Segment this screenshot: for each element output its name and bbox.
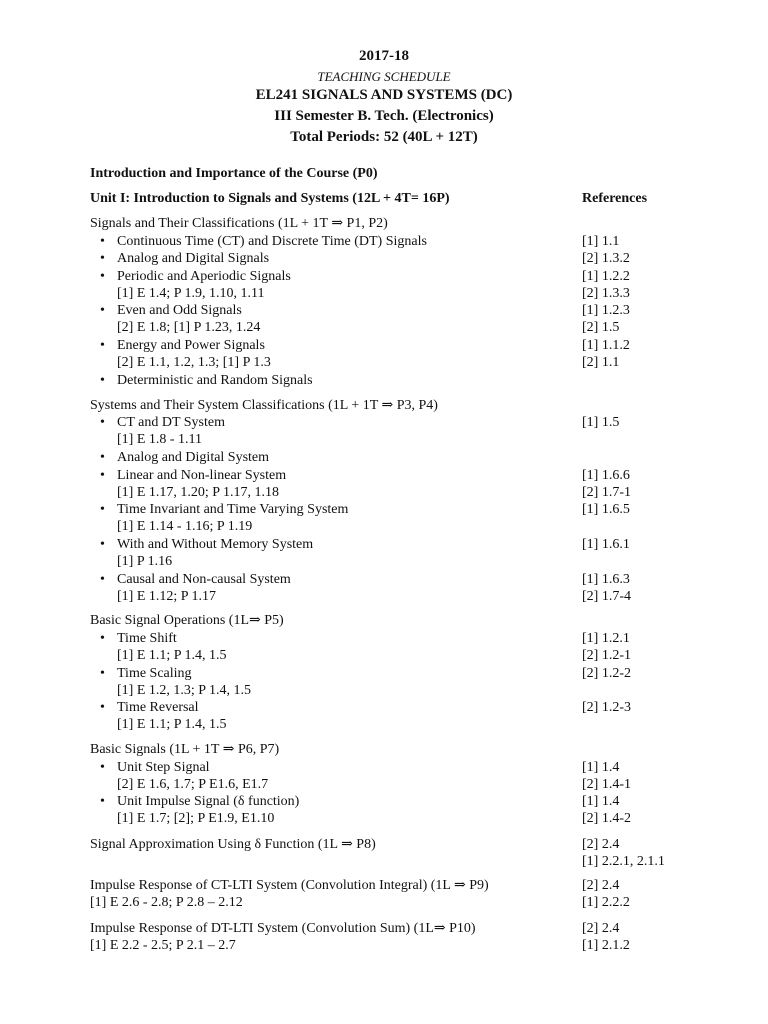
section-title: Basic Signal Operations (1L⇒ P5) [90, 613, 284, 628]
reference: [2] 1.7-1 [582, 485, 631, 500]
intro-heading: Introduction and Importance of the Course (P0) [90, 166, 378, 181]
reference: [2] 2.4 [582, 837, 620, 852]
document-page: 2017-18 TEACHING SCHEDULE EL241 SIGNALS AND SYSTEMS (DC) III Semester B. Tech. (Electronics) Total Periods: 52 (40L + 12T) Introduction and Importance of the Course (P0) Unit I: Introduction to Signals and Systems (12L + 4T= 16P) References Signals and Their Classifications (1L + 1T ⇒ P1, P2) • Continuous Time (CT) and Discrete Time (DT) Signals [1] 1.1 • Analog and Digital Signals [2] 1.3.2 • Periodic and Aperiodic Signals [1] 1.2.2 [1] E 1.4; P 1.9, 1.10, 1.11 [2] 1.3.3 • Even and Odd Signals [1] 1.2.3 [2] E 1.8; [1] P 1.23, 1.24 [2] 1.5 • Energy and Power Signals [1] 1.1.2 [2] E 1.1, 1.2, 1.3; [1] P 1.3 [2] 1.1 • Deterministic and Random Signals Systems and Their System Classifications (1L + 1T ⇒ P3, P4) • CT and DT System [1] 1.5 [1] E 1.8 - 1.11 • Analog and Digital System • Linear and Non-linear System [1] 1.6.6 [1] E 1.17, 1.20; P 1.17, 1.18 [2] 1.7-1 • Time Invariant and Time Varying System [1] 1.6.5 [1] E 1.14 - 1.16; P 1.19 • With and Without Memory System [1] 1.6.1 [1] P 1.16 • Causal and Non-causal System [1] 1.6.3 [1] E 1.12; P 1.17 [2] 1.7-4 Basic Signal Operations (1L⇒ P5) • Time Shift [1] 1.2.1 [1] E 1.1; P 1.4, 1.5 [2] 1.2-1 • Time Scaling [2] 1.2-2 [1] E 1.2, 1.3; P 1.4, 1.5 • Time Reversal [2] 1.2-3 [1] E 1.1; P 1.4, 1.5 Basic Signals (1L + 1T ⇒ P6, P7) • Unit Step Signal [1] 1.4 [2] E 1.6, 1.7; P E1.6, E1.7 [2] 1.4-1 • Unit Impulse Signal (δ function) [1] 1.4 [1] E 1.7; [2]; P E1.9, E1.10 [2] 1.4-2 Signal Approximation Using δ Function (1L ⇒ P8) [2] 2.4 [1] 2.2.1, 2.1.1 Impulse Response of CT-LTI System (Convolution Integral) (1L ⇒ P9) [1] E 2.6 - 2.8; P 2.8 – 2.12 [2] 2.4 [1] 2.2.2 Impulse Response of DT-LTI System (Convolution Sum) (1L⇒ P10) [1] E 2.2 - 2.5; P 2.1 – 2.7 [2] 2.4 [1] 2.1.2 [0, 0, 768, 1024]
reference: [1] 1.4 [582, 760, 620, 775]
sub-reference: [1] P 1.16 [117, 554, 173, 569]
sub-reference: [1] E 1.17, 1.20; P 1.17, 1.18 [117, 485, 280, 500]
sub-reference: [1] E 2.2 - 2.5; P 2.1 – 2.7 [90, 938, 236, 953]
reference: [1] 2.2.2 [582, 895, 630, 910]
reference: [1] 1.2.2 [582, 269, 630, 284]
section-title: Impulse Response of CT-LTI System (Convolution Integral) (1L ⇒ P9) [90, 878, 489, 893]
course-title: EL241 SIGNALS AND SYSTEMS (DC) [255, 87, 513, 103]
reference: [2] 1.5 [582, 320, 620, 335]
sub-reference: [1] E 1.4; P 1.9, 1.10, 1.11 [117, 286, 265, 301]
reference: [2] 1.4-2 [582, 811, 631, 826]
sub-reference: [1] E 1.14 - 1.16; P 1.19 [117, 519, 253, 534]
reference: [2] 1.1 [582, 355, 620, 370]
reference: [1] 1.4 [582, 794, 620, 809]
sub-reference: [1] E 1.1; P 1.4, 1.5 [117, 717, 227, 732]
reference: [1] 1.6.5 [582, 502, 630, 517]
sub-reference: [2] E 1.1, 1.2, 1.3; [1] P 1.3 [117, 355, 271, 370]
sub-reference: [1] E 1.1; P 1.4, 1.5 [117, 648, 227, 663]
section-title: Signal Approximation Using δ Function (1L ⇒ P8) [90, 837, 376, 852]
reference: [2] 2.4 [582, 921, 620, 936]
section-title: Signals and Their Classifications (1L + 1T ⇒ P1, P2) [90, 216, 388, 231]
reference: [1] 1.2.1 [582, 631, 630, 646]
reference: [2] 1.2-1 [582, 648, 631, 663]
section-title: Basic Signals (1L + 1T ⇒ P6, P7) [90, 742, 280, 757]
reference: [1] 1.2.3 [582, 303, 630, 318]
sub-reference: [1] E 1.2, 1.3; P 1.4, 1.5 [117, 683, 252, 698]
reference: [1] 1.5 [582, 415, 620, 430]
section-title: Impulse Response of DT-LTI System (Convolution Sum) (1L⇒ P10) [90, 921, 476, 936]
reference: [2] 1.3.2 [582, 251, 630, 266]
references-heading: References [582, 191, 648, 206]
reference: [2] 1.2-2 [582, 666, 631, 681]
reference: [1] 1.1 [582, 234, 620, 249]
total-periods: Total Periods: 52 (40L + 12T) [290, 129, 478, 145]
sub-reference: [1] E 1.12; P 1.17 [117, 589, 217, 604]
reference: [1] 1.6.6 [582, 468, 630, 483]
sub-reference: [2] E 1.8; [1] P 1.23, 1.24 [117, 320, 261, 335]
sub-reference: [1] E 1.7; [2]; P E1.9, E1.10 [117, 811, 275, 826]
sub-reference: [1] E 1.8 - 1.11 [117, 432, 203, 447]
reference: [2] 1.3.3 [582, 286, 630, 301]
semester: III Semester B. Tech. (Electronics) [274, 108, 494, 124]
unit-heading: Unit I: Introduction to Signals and Systems (12L + 4T= 16P) [90, 191, 450, 206]
reference: [1] 2.1.2 [582, 938, 630, 953]
reference: [2] 2.4 [582, 878, 620, 893]
sub-reference: [1] E 2.6 - 2.8; P 2.8 – 2.12 [90, 895, 243, 910]
year: 2017-18 [359, 48, 409, 64]
reference: [1] 1.1.2 [582, 338, 630, 353]
reference: [1] 1.6.3 [582, 572, 630, 587]
reference: [2] 1.7-4 [582, 589, 631, 604]
sub-reference: [2] E 1.6, 1.7; P E1.6, E1.7 [117, 777, 269, 792]
reference: [2] 1.2-3 [582, 700, 631, 715]
section-title: Systems and Their System Classifications (1L + 1T ⇒ P3, P4) [90, 398, 438, 413]
reference: [1] 1.6.1 [582, 537, 630, 552]
reference: [1] 2.2.1, 2.1.1 [582, 854, 665, 869]
reference: [2] 1.4-1 [582, 777, 631, 792]
doc-type: TEACHING SCHEDULE [317, 69, 451, 84]
